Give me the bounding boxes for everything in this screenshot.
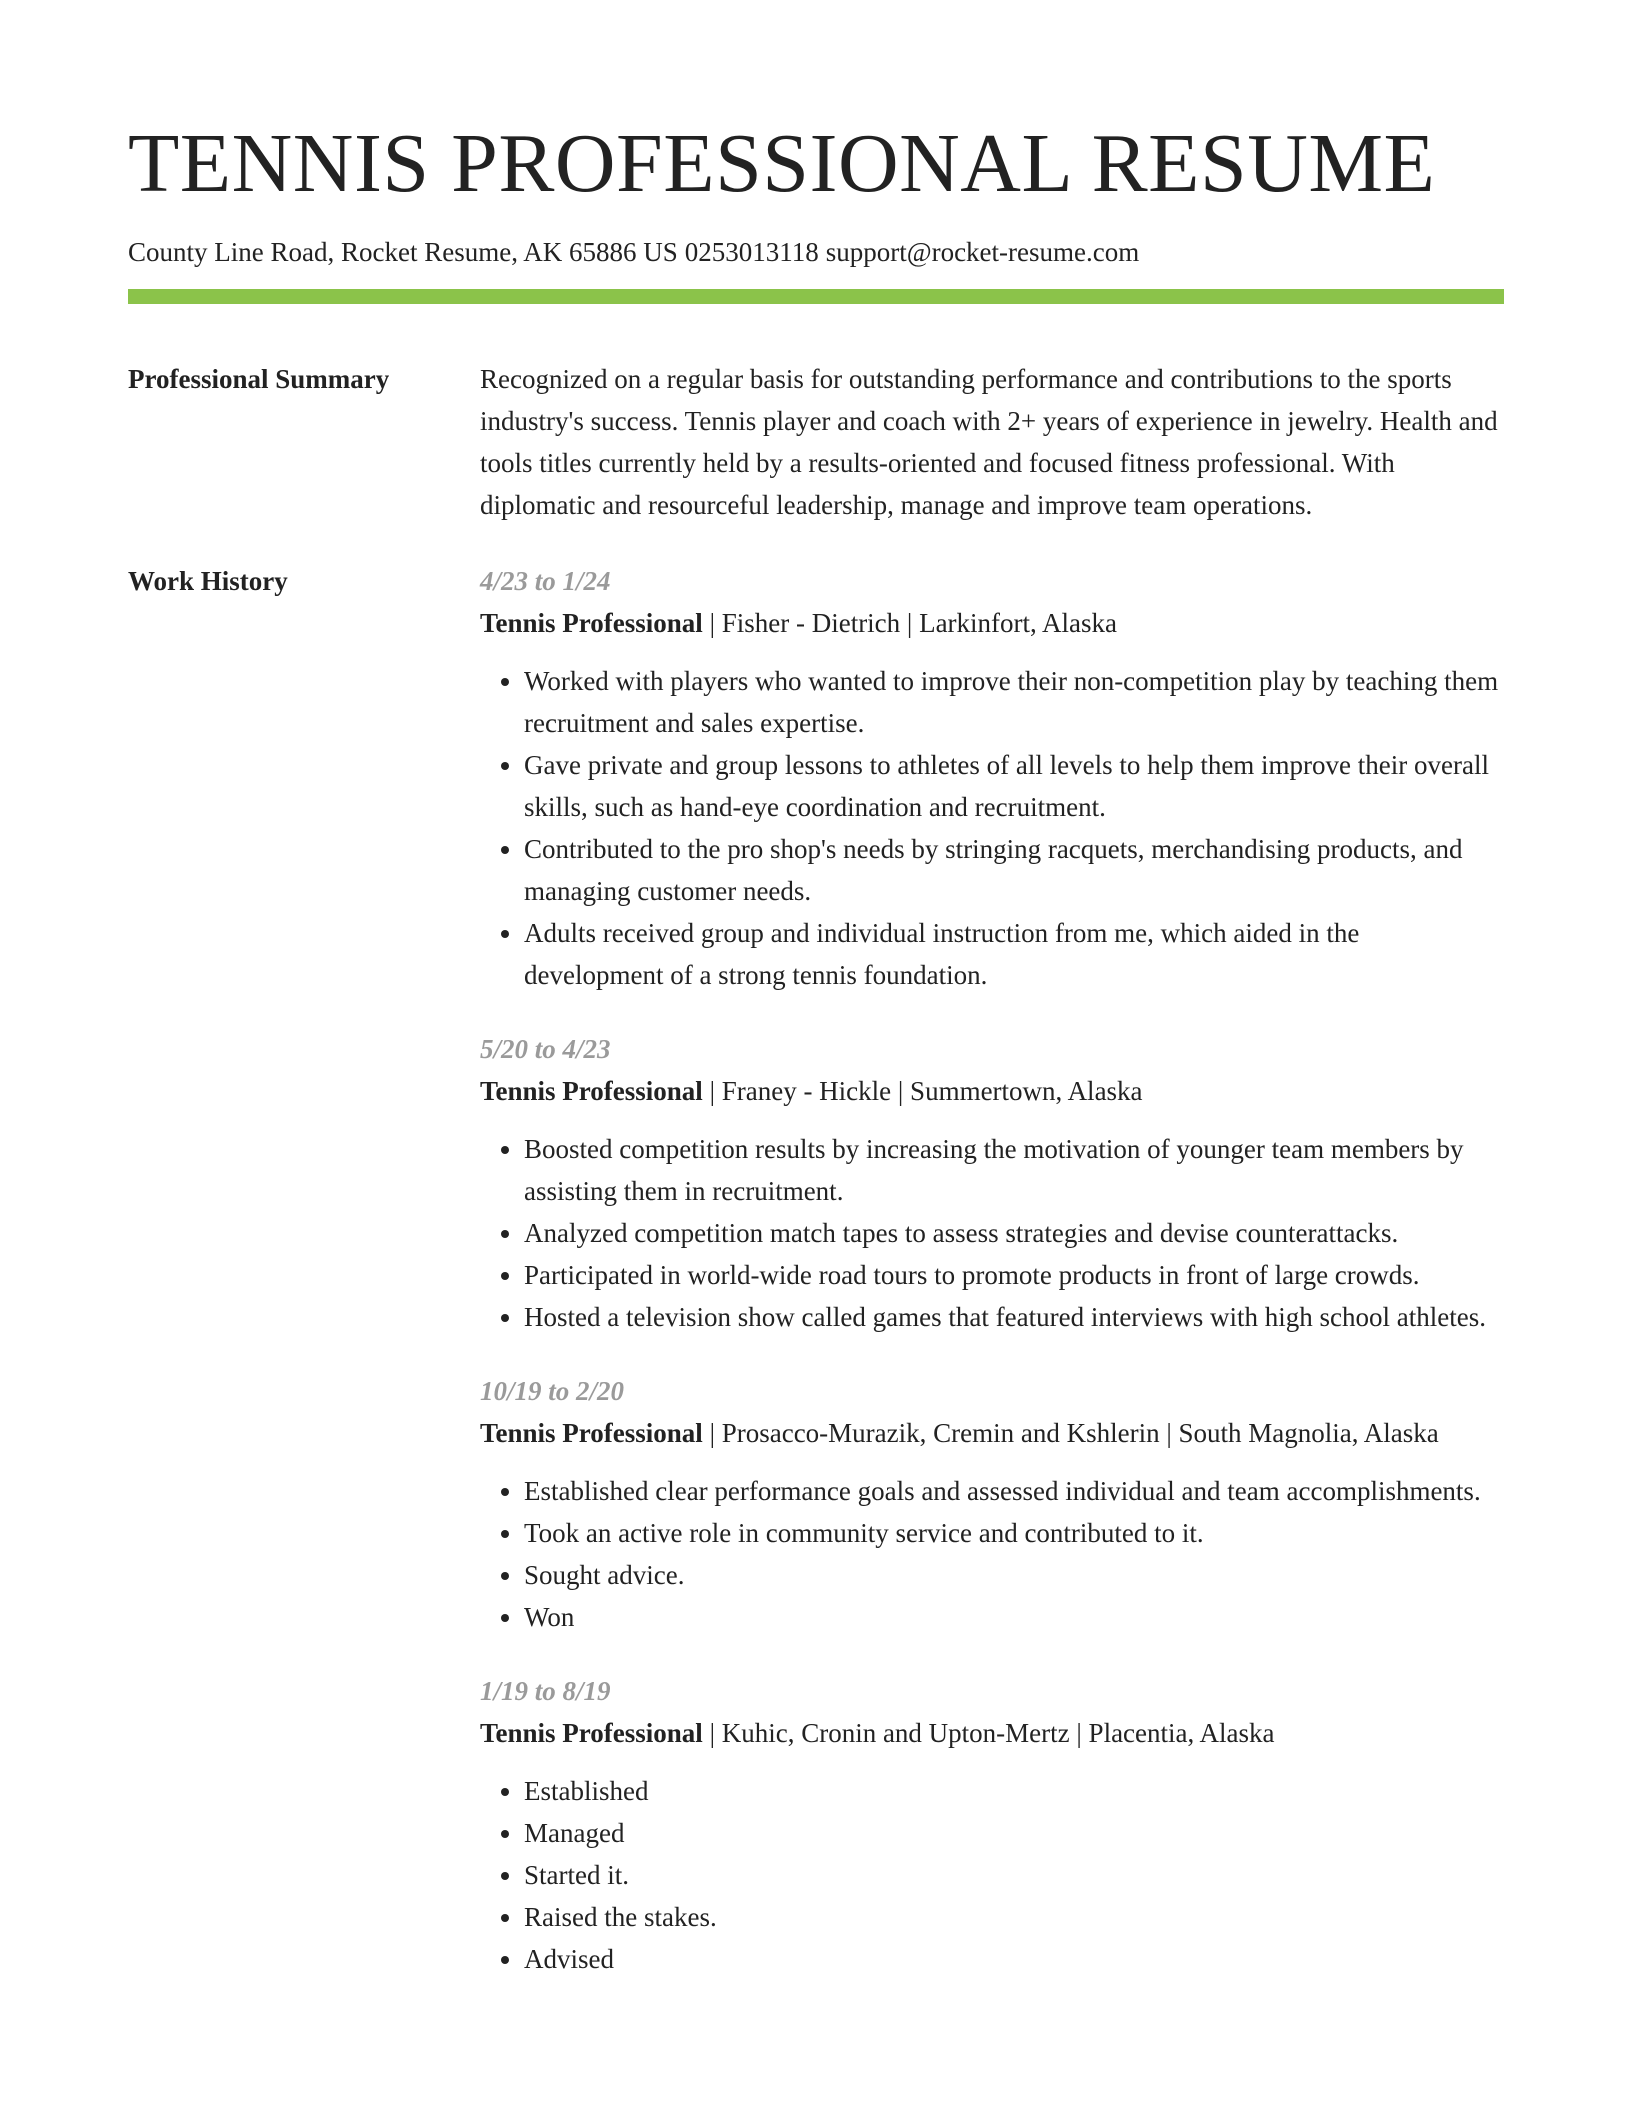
job-entry: [480, 1370, 1504, 1638]
job-title: Tennis Professional: [480, 1717, 703, 1748]
job-dates: 4/23 to 1/24: [480, 565, 611, 596]
job-entry: [480, 1028, 1504, 1338]
contact-line: [128, 236, 1504, 268]
contact-email: support@rocket-resume.com: [825, 237, 1140, 268]
job-details: | Kuhic, Cronin and Upton-Mertz | Placentia, Alaska: [702, 1717, 1275, 1748]
job-heading: [480, 602, 1504, 644]
job-details: | Prosacco-Murazik, Cremin and Kshlerin | South Magnolia, Alaska: [702, 1417, 1439, 1448]
job-bullet: • Took an active role in community service and contributed to it.: [524, 1512, 1504, 1554]
job-title: Tennis Professional: [480, 1075, 703, 1106]
job-bullets: [480, 1770, 1504, 1980]
resume-page: [128, 117, 1504, 1980]
job-bullet: • Analyzed competition match tapes to assess strategies and devise counterattacks.: [524, 1212, 1504, 1254]
job-bullet: • Worked with players who wanted to improve their non-competition play by teaching them recruitment and sales expertise.: [524, 660, 1504, 744]
job-bullets: [480, 1470, 1504, 1638]
accent-divider: [128, 289, 1504, 304]
job-heading: [480, 1412, 1504, 1454]
work-history-heading: Work History: [128, 565, 288, 596]
job-dates: 5/20 to 4/23: [480, 1033, 611, 1064]
job-bullet: • Raised the stakes.: [524, 1896, 1504, 1938]
job-bullet: • Sought advice.: [524, 1554, 1504, 1596]
job-bullet: • Established clear performance goals and assessed individual and team accomplishments.: [524, 1470, 1504, 1512]
job-heading: [480, 1070, 1504, 1112]
job-details: | Franey - Hickle | Summertown, Alaska: [702, 1075, 1143, 1106]
job-dates: 10/19 to 2/20: [480, 1375, 625, 1406]
job-details: | Fisher - Dietrich | Larkinfort, Alaska: [702, 607, 1118, 638]
contact-phone: 0253013118: [684, 237, 819, 268]
job-bullet: • Managed: [524, 1812, 1504, 1854]
work-history-section: [128, 560, 1504, 1980]
job-title: Tennis Professional: [480, 1417, 703, 1448]
job-entry: [480, 560, 1504, 996]
job-dates: 1/19 to 8/19: [480, 1675, 611, 1706]
summary-body: [480, 358, 1504, 526]
job-bullets: [480, 1128, 1504, 1338]
job-bullet: • Advised: [524, 1938, 1504, 1980]
job-bullet: • Hosted a television show called games that featured interviews with high school athletes.: [524, 1296, 1504, 1338]
job-bullet: • Established: [524, 1770, 1504, 1812]
resume-title: TENNIS PROFESSIONAL RESUME: [128, 117, 1436, 210]
job-bullet: • Gave private and group lessons to athletes of all levels to help them improve their overall skills, such as hand-eye coordination and recruitment.: [524, 744, 1504, 828]
summary-heading: Professional Summary: [128, 363, 390, 394]
contact-address: County Line Road, Rocket Resume, AK 65886 US: [128, 237, 678, 268]
job-title: Tennis Professional: [480, 607, 703, 638]
summary-text: Recognized on a regular basis for outstanding performance and contributions to the sports industry's success. Tennis player and coach with 2+ years of experience in jewelry. Health and tools titles currently held by a results-oriented and focused fitness professional. With diplomatic and resourceful leadership, manage and improve team operations.: [480, 363, 1498, 520]
work-history-list: [480, 560, 1504, 1980]
job-bullet: • Participated in world-wide road tours to promote products in front of large crowds.: [524, 1254, 1504, 1296]
job-bullet: • Adults received group and individual instruction from me, which aided in the development of a strong tennis foundation.: [524, 912, 1504, 996]
job-bullets: [480, 660, 1504, 996]
summary-section: [128, 358, 1504, 526]
job-bullet: • Boosted competition results by increasing the motivation of younger team members by assisting them in recruitment.: [524, 1128, 1504, 1212]
job-bullet: • Won: [524, 1596, 1504, 1638]
job-bullet: • Started it.: [524, 1854, 1504, 1896]
job-entry: [480, 1670, 1504, 1980]
job-heading: [480, 1712, 1504, 1754]
job-bullet: • Contributed to the pro shop's needs by stringing racquets, merchandising products, and managing customer needs.: [524, 828, 1504, 912]
